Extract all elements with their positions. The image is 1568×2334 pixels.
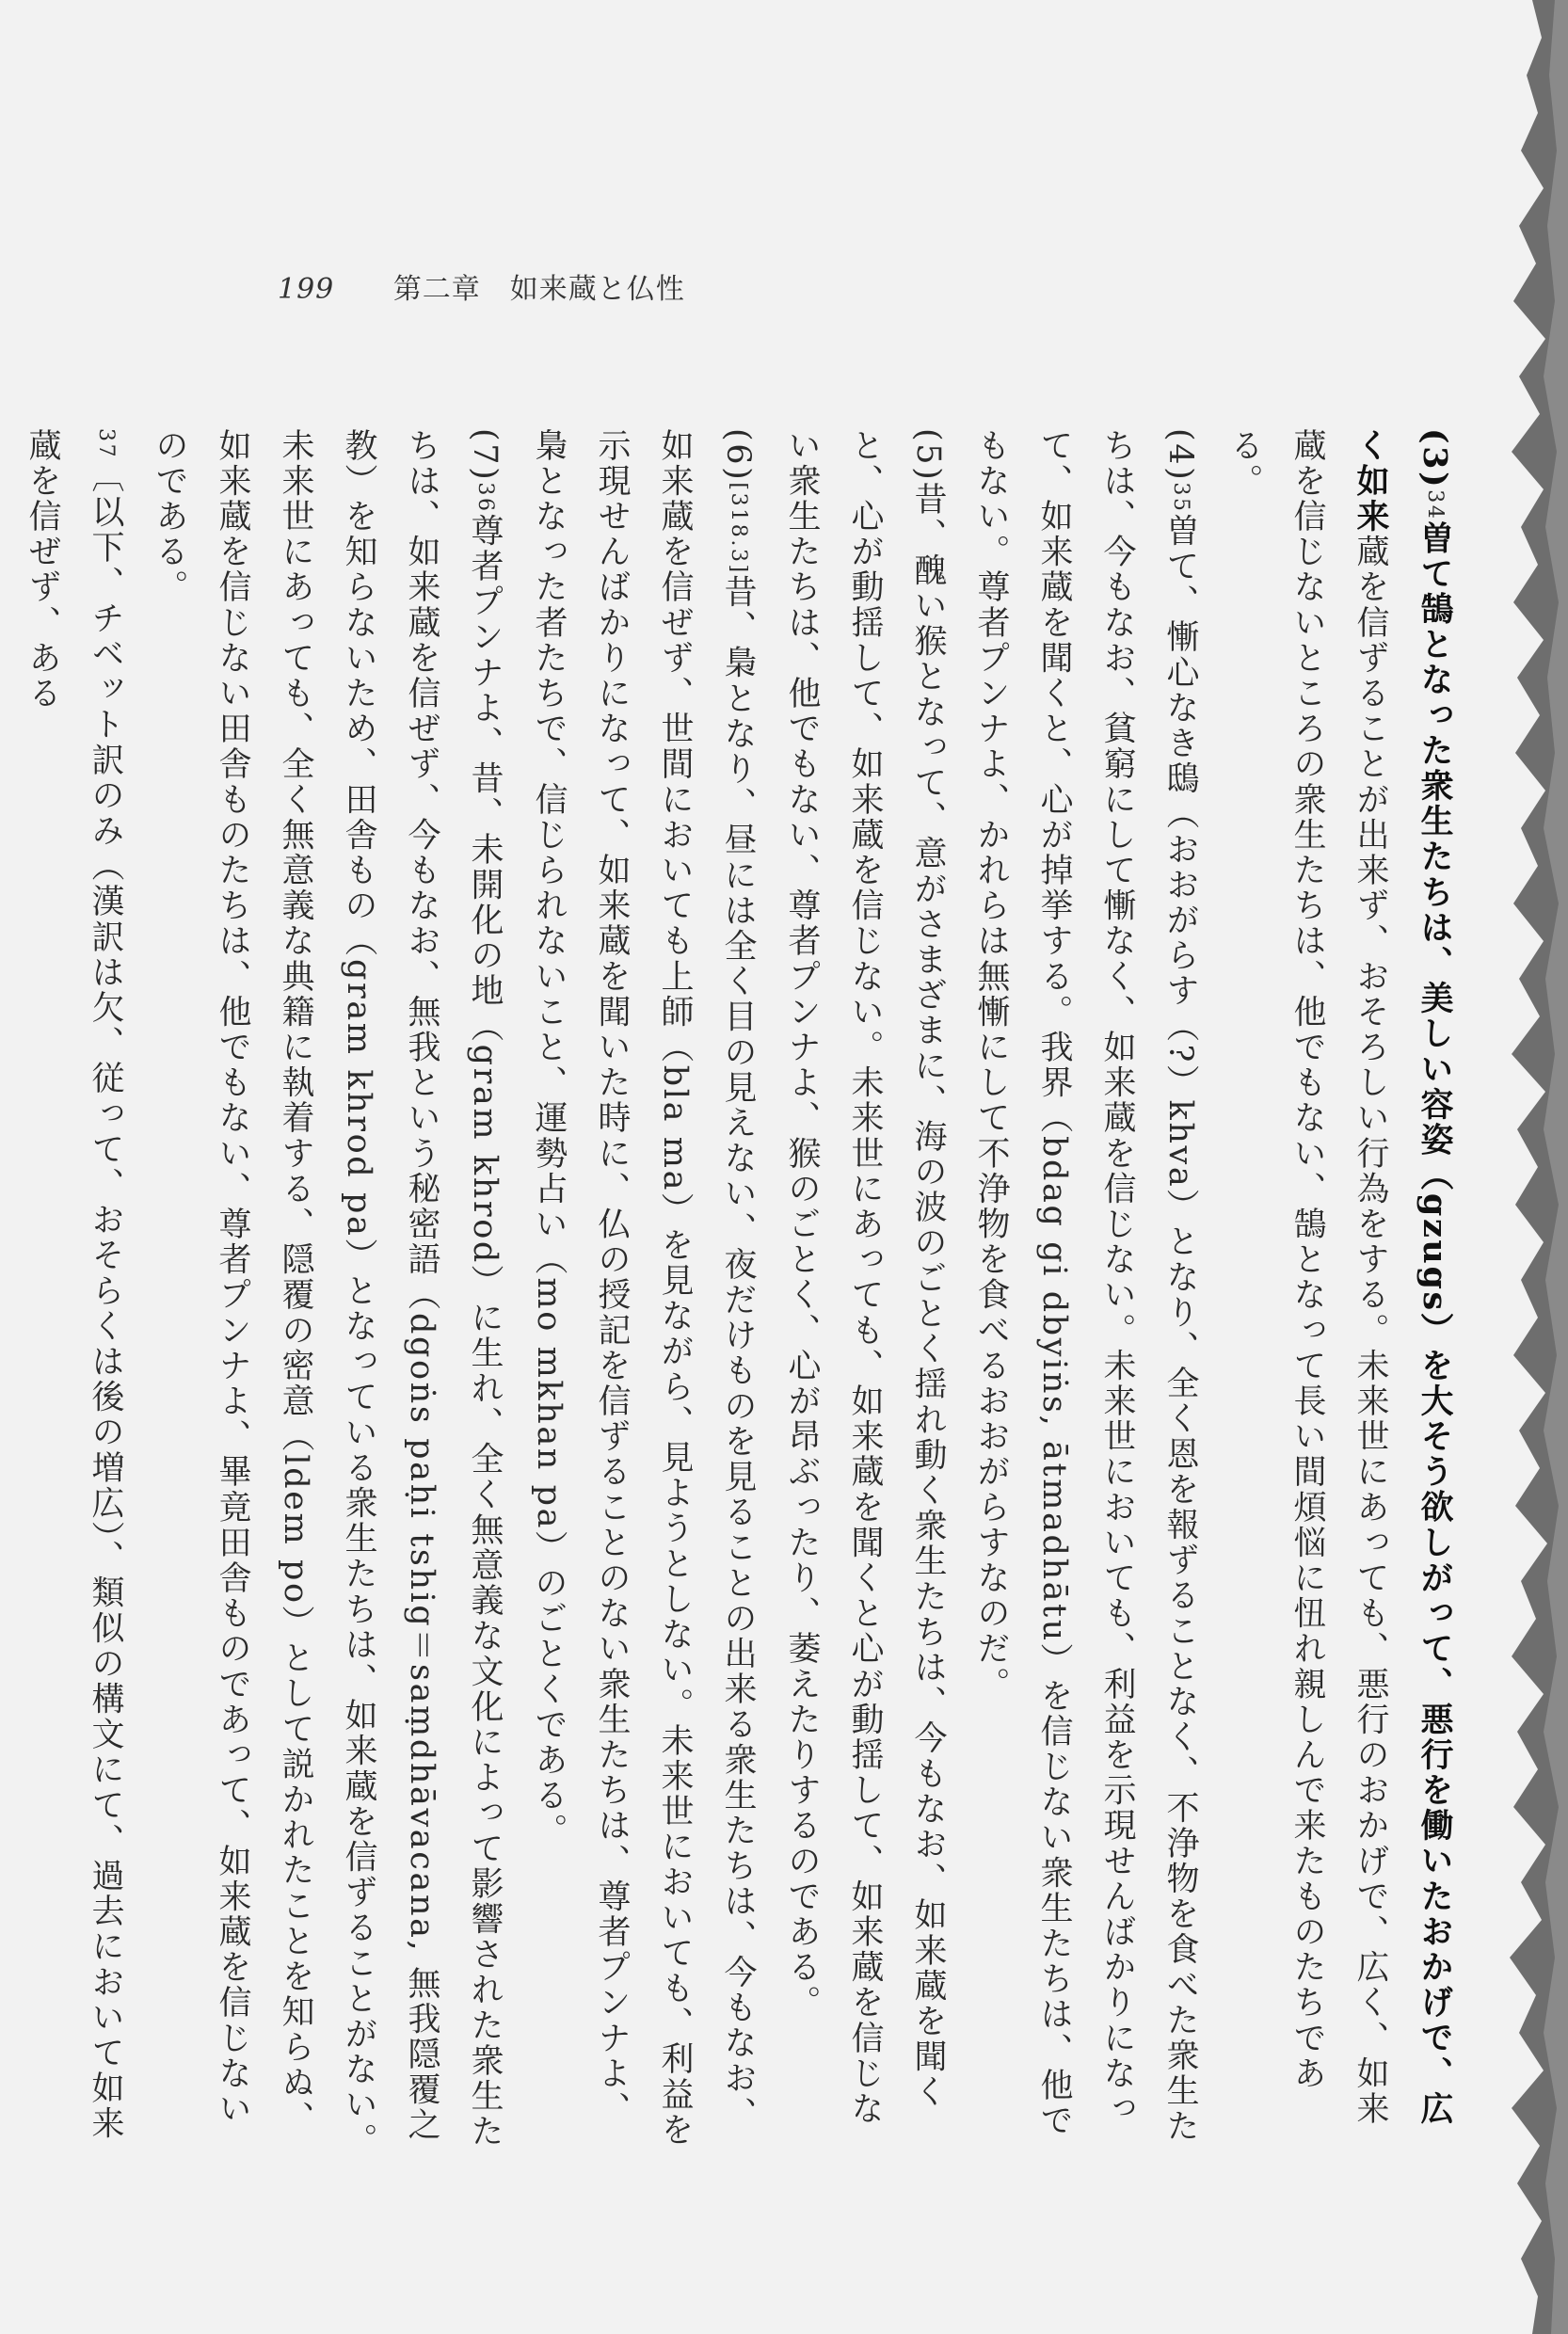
paragraph-marker: (6) [719, 428, 757, 483]
page-number: 199 [278, 273, 335, 306]
editorial-note [10, 428, 137, 2160]
paragraph-text: 蔵を信ずることが出来ず、おそろしい行為をする。未来世にあっても、悪行のおかげで、広く、如来蔵を信じないところの衆生たちは、他でもない、鵠となって長い間煩悩に忸れ親しんで来たものたちである。 [1225, 428, 1389, 2127]
paragraph-text: 昔、醜い猴となって、意がさまざまに、海の波のごとく揺れ動く衆生たちは、今もなお、如来蔵を聞くと、心が動揺して、如来蔵を信じない。未来世にあっても、如来蔵を聞くと心が動揺して、如来蔵を信じない衆生たちは、他でもない、尊者プンナよ、猴のごとく、心が昂ぶったり、萎えたりするのである。 [783, 428, 947, 2127]
paragraph-text: 昔、梟となり、昼には全く目の見えない、夜だけものを見ることの出来る衆生たちは、今もなお、如来蔵を信ぜず、世間においても上師（bla ma）を見ながら、見ようとしない。未来世においても、利益を示現せんばかりになって、如来蔵を聞いた時に、仏の授記を信ずることのない衆生たちは、尊者プンナよ、梟となった者たちで、信じられないこと、運勢占い（mo mkhan pa）のごとくである。 [530, 428, 757, 2149]
paragraph-text: 尊者プンナよ、昔、未開化の地（gram khrod）に生れ、全く無意義な文化によって影響された衆生たちは、如来蔵を信ぜず、今もなお、無我という秘密語（dgoṅs paḥi tshig＝saṃdhāvacana, 無我隠覆之教）を知らないため、田舎もの（gram khrod pa）となっている衆生たちは、如来蔵を信ずることがない。未来世にあっても、全く無意義な典籍に執着する、隠覆の密意（ldem po）として説かれたことを知らぬ、如来蔵を信じない田舎ものたちは、他でもない、尊者プンナよ、畢竟田舎ものであって、如来蔵を信じないのである。 [151, 428, 504, 2159]
footnote-ref: 35 [1169, 482, 1192, 514]
footnote-ref: 37 [94, 428, 118, 460]
paragraph-4 [959, 428, 1212, 2160]
paragraph-5 [770, 428, 959, 2160]
paragraph-3 [1212, 428, 1466, 2160]
bold-lead: 曽て鵠となった衆生たちは、美しい容姿（gzugs）を大そう欲しがって、悪行を働いたおかげで、広く如来 [1352, 428, 1454, 2127]
paragraph-marker: (3) [1416, 428, 1454, 490]
paragraph-6 [517, 428, 770, 2160]
paragraph-text: 曽て、慚心なき鴟（おおがらす（?）khva）となり、全く恩を報ずることなく、不浄物を食べた衆生たちは、今もなお、貧窮にして慚なく、如来蔵を信じない。未来世においても、利益を示現せんばかりになって、如来蔵を聞くと、心が掉挙する。我界（bdag gi dbyiṅs, ātmadhātu）を信じない衆生たちは、他でもない。尊者プンナよ、かれらは無慚にして不浄物を食べるおおがらすなのだ。 [972, 428, 1199, 2145]
paragraph-marker: (5) [909, 428, 947, 483]
body-text [24, 428, 1466, 2160]
page-reference: [318.3] [727, 482, 750, 575]
footnote-ref: 34 [1423, 489, 1447, 521]
running-head [278, 265, 685, 307]
paragraph-marker: (7) [466, 428, 504, 483]
paragraph-marker: (4) [1161, 428, 1199, 483]
chapter-title: 第二章 如来蔵と仏性 [392, 273, 685, 306]
footnote-ref: 36 [473, 482, 497, 514]
note-text: 〔以下、チベット訳のみ（漢訳は欠、従って、おそらくは後の増広）、類似の構文にて、過去において如来蔵を信ぜず、ある [24, 428, 124, 2142]
paragraph-7 [137, 428, 517, 2160]
